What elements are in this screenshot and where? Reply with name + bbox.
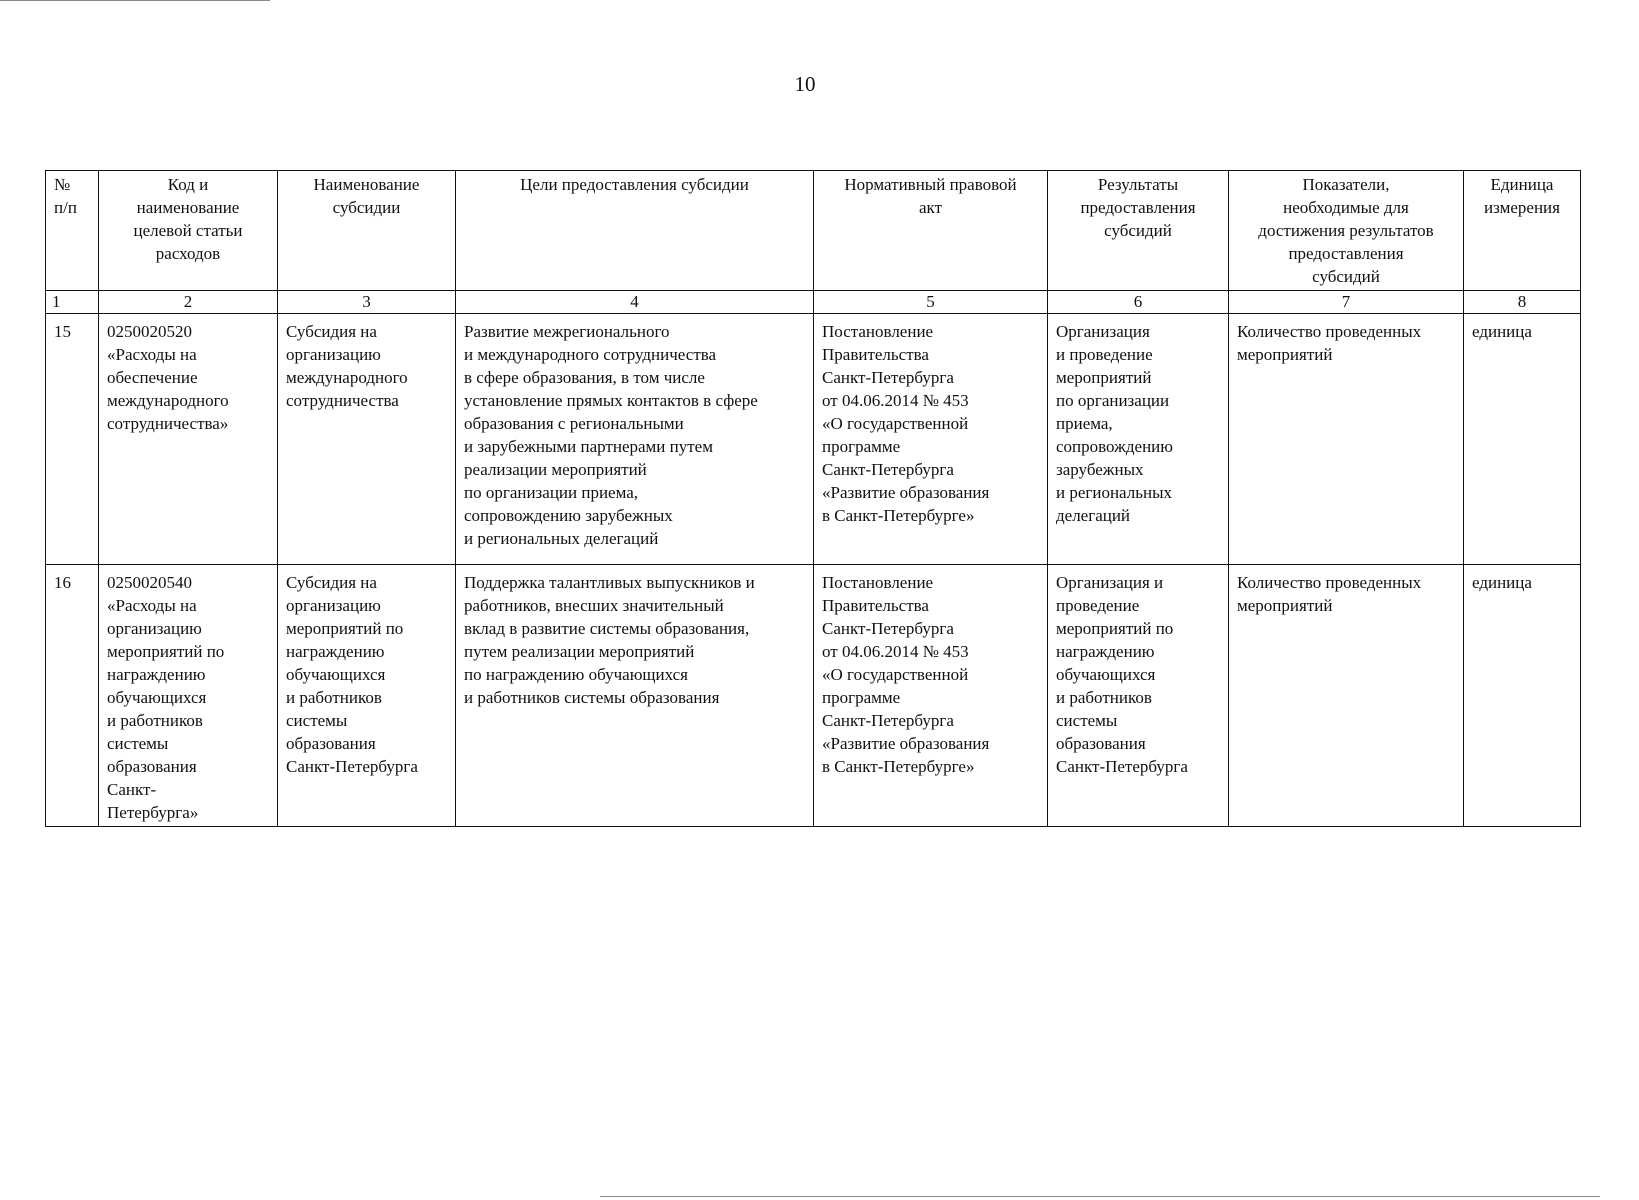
column-index-row	[46, 291, 1581, 314]
page-number: 10	[794, 72, 816, 96]
cell-text-line: сопровождению	[1056, 437, 1173, 456]
cell-text-line: необходимые для	[1283, 198, 1409, 217]
cell-text-line: по организации	[1056, 391, 1170, 410]
cell-text-line: в Санкт-Петербурге»	[822, 506, 975, 525]
cell-text-line: вклад в развитие системы образования,	[464, 619, 750, 638]
cell-text-line: мероприятий по	[1056, 619, 1174, 638]
cell-text-line: Наименование	[313, 175, 420, 194]
cell-text-line: проведение	[1056, 596, 1140, 615]
cell-text-line: Развитие межрегионального	[464, 322, 670, 341]
cell-text-line: международного	[107, 391, 229, 410]
cell-text-line: мероприятий	[1056, 368, 1152, 387]
cell-text-line: Петербурга»	[107, 803, 199, 822]
cell-text-line: Санкт-Петербурга	[822, 711, 954, 730]
cell-text-line: системы	[286, 711, 348, 730]
cell-text-line: обучающихся	[1056, 665, 1156, 684]
cell-text-line: целевой статьи	[133, 221, 243, 240]
cell-text-line: единица	[1472, 322, 1532, 341]
cell-text-line: установление прямых контактов в сфере	[464, 391, 758, 410]
cell-text-line: Правительства	[822, 345, 929, 364]
row-number	[46, 314, 99, 565]
header-subsidy-name	[278, 171, 456, 291]
table-header-row	[46, 171, 1581, 291]
cell-text-line: и региональных	[1056, 483, 1173, 502]
cell-text-line: Организация	[1056, 322, 1150, 341]
cell-text-line: Поддержка талантливых выпускников и	[464, 573, 755, 592]
cell-text-line: Постановление	[822, 322, 934, 341]
cell-text-line: Показатели,	[1302, 175, 1390, 194]
cell-text-line: от 04.06.2014 № 453	[822, 642, 969, 661]
cell-text-line: зарубежных	[1056, 460, 1144, 479]
cell-text-line: Результаты	[1097, 175, 1179, 194]
cell-text-line: Единица	[1490, 175, 1554, 194]
indicators	[1229, 565, 1464, 827]
cell-text-line: образования	[286, 734, 376, 753]
cell-text-line: Санкт-Петербурга	[1056, 757, 1188, 776]
cell-text-line: программе	[822, 437, 901, 456]
cell-text-line: путем реализации мероприятий	[464, 642, 695, 661]
cell-text-line: Нормативный правовой	[844, 175, 1017, 194]
cell-text-line: Количество проведенных	[1237, 573, 1422, 592]
cell-text-line: Субсидия на	[286, 322, 377, 341]
column-index: 2	[99, 291, 278, 314]
cell-text-line: награждению	[1056, 642, 1155, 661]
cell-text-line: мероприятий по	[107, 642, 225, 661]
header-results	[1048, 171, 1229, 291]
header-goals	[456, 171, 814, 291]
cell-text-line: 0250020540	[107, 573, 192, 592]
cell-text-line: мероприятий по	[286, 619, 404, 638]
cell-text-line: Постановление	[822, 573, 934, 592]
cell-text-line: «О государственной	[822, 665, 969, 684]
subsidy-name	[278, 314, 456, 565]
cell-text-line: обучающихся	[107, 688, 207, 707]
cell-text-line: и работников	[107, 711, 203, 730]
legal-act	[814, 565, 1048, 827]
cell-text-line: наименование	[136, 198, 240, 217]
cell-text-line: организацию	[286, 345, 381, 364]
subsidy-goals	[456, 314, 814, 565]
legal-act	[814, 314, 1048, 565]
cell-text-line: субсидий	[1104, 221, 1172, 240]
cell-text-line: и проведение	[1056, 345, 1153, 364]
cell-text-line: сотрудничества	[286, 391, 399, 410]
cell-text-line: «О государственной	[822, 414, 969, 433]
column-index: 4	[456, 291, 814, 314]
header-unit	[1464, 171, 1581, 291]
cell-text-line: субсидии	[332, 198, 401, 217]
cell-text-line: по организации приема,	[464, 483, 639, 502]
expense-code	[99, 314, 278, 565]
cell-text-line: 0250020520	[107, 322, 192, 341]
cell-text-line: и работников системы образования	[464, 688, 720, 707]
subsidy-table	[45, 170, 1581, 827]
cell-text-line: Санкт-Петербурга	[286, 757, 418, 776]
cell-text-line: приема,	[1056, 414, 1113, 433]
cell-text-line: награждению	[286, 642, 385, 661]
cell-text-line: «Расходы на	[107, 596, 197, 615]
cell-text-line: от 04.06.2014 № 453	[822, 391, 969, 410]
cell-text-line: Санкт-Петербурга	[822, 368, 954, 387]
cell-text-line: Субсидия на	[286, 573, 377, 592]
cell-text-line: в Санкт-Петербурге»	[822, 757, 975, 776]
subsidy-goals	[456, 565, 814, 827]
scan-artifact-top	[0, 0, 270, 1]
cell-text-line: предоставления	[1288, 244, 1404, 263]
cell-text-line: Санкт-Петербурга	[822, 460, 954, 479]
cell-text-line: системы	[107, 734, 169, 753]
cell-text-line: организацию	[286, 596, 381, 615]
cell-text-line: по награждению обучающихся	[464, 665, 688, 684]
cell-text-line: 15	[54, 322, 71, 341]
cell-text-line: Правительства	[822, 596, 929, 615]
cell-text-line: измерения	[1484, 198, 1560, 217]
column-index: 3	[278, 291, 456, 314]
column-index: 7	[1229, 291, 1464, 314]
cell-text-line: №	[54, 175, 71, 194]
scan-artifact-bottom	[600, 1196, 1600, 1197]
subsidy-name	[278, 565, 456, 827]
cell-text-line: сотрудничества»	[107, 414, 229, 433]
cell-text-line: образования	[1056, 734, 1146, 753]
cell-text-line: образования	[107, 757, 197, 776]
cell-text-line: Количество проведенных	[1237, 322, 1422, 341]
cell-text-line: международного	[286, 368, 408, 387]
cell-text-line: и работников	[1056, 688, 1152, 707]
cell-text-line: обеспечение	[107, 368, 198, 387]
cell-text-line: п/п	[54, 198, 77, 217]
cell-text-line: и работников	[286, 688, 382, 707]
header-indicators	[1229, 171, 1464, 291]
cell-text-line: достижения результатов	[1258, 221, 1434, 240]
cell-text-line: мероприятий	[1237, 596, 1333, 615]
cell-text-line: «Расходы на	[107, 345, 197, 364]
cell-text-line: акт	[918, 198, 942, 217]
cell-text-line: программе	[822, 688, 901, 707]
header-legal-act	[814, 171, 1048, 291]
cell-text-line: Организация и	[1056, 573, 1164, 592]
cell-text-line: расходов	[155, 244, 221, 263]
cell-text-line: мероприятий	[1237, 345, 1333, 364]
cell-text-line: организацию	[107, 619, 202, 638]
cell-text-line: «Развитие образования	[822, 734, 990, 753]
subsidy-results	[1048, 314, 1229, 565]
table-row	[46, 565, 1581, 827]
cell-text-line: реализации мероприятий	[464, 460, 647, 479]
cell-text-line: в сфере образования, в том числе	[464, 368, 705, 387]
cell-text-line: и международного сотрудничества	[464, 345, 717, 364]
subsidy-results	[1048, 565, 1229, 827]
cell-text-line: обучающихся	[286, 665, 386, 684]
measure-unit	[1464, 314, 1581, 565]
cell-text-line: награждению	[107, 665, 206, 684]
header-number	[46, 171, 99, 291]
expense-code	[99, 565, 278, 827]
indicators	[1229, 314, 1464, 565]
cell-text-line: и зарубежными партнерами путем	[464, 437, 713, 456]
cell-text-line: образования с региональными	[464, 414, 684, 433]
table-row	[46, 314, 1581, 565]
header-code	[99, 171, 278, 291]
cell-text-line: «Развитие образования	[822, 483, 990, 502]
cell-text-line: единица	[1472, 573, 1532, 592]
cell-text-line: Цели предоставления субсидии	[520, 175, 749, 194]
cell-text-line: Санкт-	[107, 780, 157, 799]
cell-text-line: работников, внесших значительный	[464, 596, 724, 615]
column-index: 1	[46, 291, 99, 314]
cell-text-line: делегаций	[1056, 506, 1131, 525]
column-index: 8	[1464, 291, 1581, 314]
cell-text-line: 16	[54, 573, 71, 592]
cell-text-line: Код и	[167, 175, 209, 194]
cell-text-line: и региональных делегаций	[464, 529, 659, 548]
cell-text-line: субсидий	[1312, 267, 1380, 286]
cell-text-line: системы	[1056, 711, 1118, 730]
cell-text-line: Санкт-Петербурга	[822, 619, 954, 638]
column-index: 5	[814, 291, 1048, 314]
column-index: 6	[1048, 291, 1229, 314]
measure-unit	[1464, 565, 1581, 827]
row-number	[46, 565, 99, 827]
cell-text-line: сопровождению зарубежных	[464, 506, 673, 525]
cell-text-line: предоставления	[1080, 198, 1196, 217]
